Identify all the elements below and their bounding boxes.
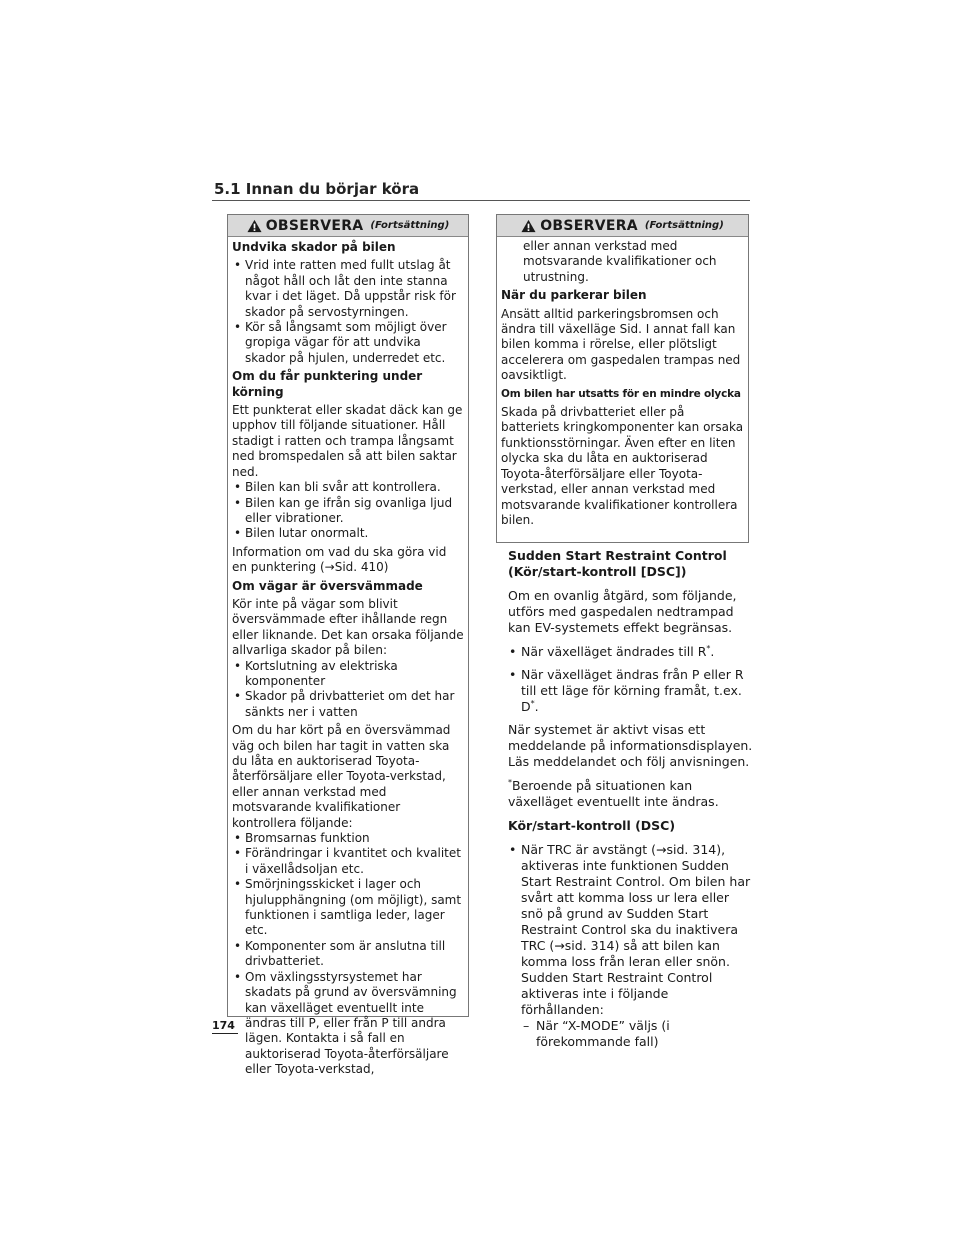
paragraph: Om du har kört på en översvämmad väg och bilen har tagit in vatten ska du låta en auktoriserad Toyota-återförsäljare eller Toyota-verkstad, eller annan verkstad med motsvarande kvalifikationer kontrollera följande: [232, 723, 451, 830]
continued-text: eller annan verkstad med motsvarande kvalifikationer och utrustning. [523, 239, 717, 284]
list-item: • Bilen kan bli svår att kontrollera. [232, 480, 464, 495]
page-number-underline [212, 1033, 238, 1034]
list-item [508, 644, 754, 660]
heading-sudden-start: Sudden Start Restraint Control (Kör/start-kontroll [DSC]) [508, 548, 727, 579]
list-item-end: . [534, 699, 539, 714]
list-item: • Bilen kan ge ifrån sig ovanliga ljud eller vibrationer. [232, 496, 464, 527]
paragraph: Ansätt alltid parkeringsbromsen och ändra till växelläge Sid. I annat fall kan bilen komma i rörelse, eller plötsligt accelerera om gaspedalen trampas ned oavsiktligt. [501, 306, 741, 383]
footnote [508, 778, 754, 810]
list-item: • Kör så långsamt som möjligt över gropiga vägar för att undvika skador på hjulen, underredet etc. [232, 320, 464, 366]
list-item [508, 667, 754, 715]
warning-triangle-icon [247, 219, 262, 233]
notice-box-left [227, 214, 469, 1077]
footnote-text: Beroende på situationen kan växelläget eventuellt inte ändras. [508, 778, 719, 809]
heading-avoid-damage: Undvika skador på bilen [232, 240, 396, 254]
list-item: • Smörjningsskicket i lager och hjulupphängning (om möjligt), samt funktionen i samtliga leder, lager etc. [232, 877, 464, 939]
footnote-marker: * [706, 643, 711, 653]
heading-parking: När du parkerar bilen [501, 288, 647, 303]
notice-header [497, 215, 748, 237]
paragraph: Om en ovanlig åtgärd, som följande, utförs med gaspedalen nedtrampad kan EV-systemets effekt begränsas. [508, 588, 737, 635]
list-item: • Om växlingsstyrsystemet har skadats på grund av översvämning kan växelläget eventuellt inte ändras till P, eller från P till andra lägen. Kontakta i så fall en auktoriserad Toyota-återförsäljare eller Toyota-verkstad, [232, 970, 464, 1078]
paragraph: Ett punkterat eller skadat däck kan ge upphov till följande situationer. Håll stadigt i ratten och trampa långsamt ned bromspedalen så att bilen saktar ned. [232, 403, 463, 479]
list-item: • Komponenter som är anslutna till drivbatteriet. [232, 939, 464, 970]
list-item: • När TRC är avstängt (→sid. 314), aktiveras inte funktionen Sudden Start Restraint Control. Om bilen har svårt att komma loss ur lera eller snö på grund av Sudden Start Restraint Control ska du inaktivera TRC (→sid. 314) så att bilen kan komma loss från leran eller snön. Sudden Start Restraint Control aktiveras inte i följande förhållanden: [508, 842, 754, 1018]
heading-minor-accident: Om bilen har utsatts för en mindre olycka [501, 387, 741, 400]
heading-flooded-roads: Om vägar är översvämmade [232, 578, 423, 593]
list-item-text: När växelläget ändras från P eller R till ett läge för körning framåt, t.ex. D [521, 667, 744, 714]
footnote-marker: * [508, 777, 512, 787]
heading-puncture: Om du får punktering under körning [232, 369, 423, 399]
notice-label: OBSERVERA [540, 217, 638, 234]
notice-box-right [496, 214, 749, 543]
list-item-text: När växelläget ändrades till R [521, 644, 707, 659]
list-item: • Kortslutning av elektriska komponenter [232, 659, 464, 690]
footnote-marker: * [530, 698, 535, 708]
section-title: 5.1 Innan du börjar köra [214, 180, 420, 198]
paragraph: När systemet är aktivt visas ett meddelande på informationsdisplayen. Läs meddelandet och följ anvisningen. [508, 722, 753, 769]
heading-dsc: Kör/start-kontroll (DSC) [508, 818, 676, 833]
paragraph: Information om vad du ska göra vid en punktering (→Sid. 410) [232, 544, 447, 575]
paragraph: Kör inte på vägar som blivit översvämmade efter ihållande regn eller liknande. Det kan orsaka följande allvarliga skador på bilen: [232, 596, 464, 658]
list-item: • Skador på drivbatteriet om det har sänkts ner i vatten [232, 689, 464, 720]
list-item: • Förändringar i kvantitet och kvalitet i växellådsoljan etc. [232, 846, 464, 877]
list-item: • Bromsarnas funktion [232, 831, 464, 846]
page-number: 174 [212, 1019, 235, 1032]
list-item: • Vrid inte ratten med fullt utslag åt något håll och låt den inte stanna kvar i det läget. Då uppstår risk för skador på servostyrningen. [232, 258, 464, 320]
right-column [508, 548, 754, 1050]
notice-continued: (Fortsättning) [370, 220, 450, 231]
dash-item: – När “X-MODE” väljs (i förekommande fall) [508, 1018, 754, 1050]
section-divider [212, 200, 750, 201]
warning-triangle-icon [521, 219, 536, 233]
list-item: • Bilen lutar onormalt. [232, 526, 464, 541]
notice-label: OBSERVERA [265, 217, 364, 234]
notice-continued: (Fortsättning) [644, 220, 724, 231]
notice-header [228, 215, 468, 237]
paragraph: Skada på drivbatteriet eller på batteriets kringkomponenter kan orsaka funktionsstörningar. Även efter en liten olycka ska du låta en auktoriserad Toyota-återförsäljare eller Toyota-verkstad, eller annan verkstad med motsvarande kvalifikationer kontrollera bilen. [501, 405, 744, 527]
list-item-end: . [710, 644, 715, 659]
